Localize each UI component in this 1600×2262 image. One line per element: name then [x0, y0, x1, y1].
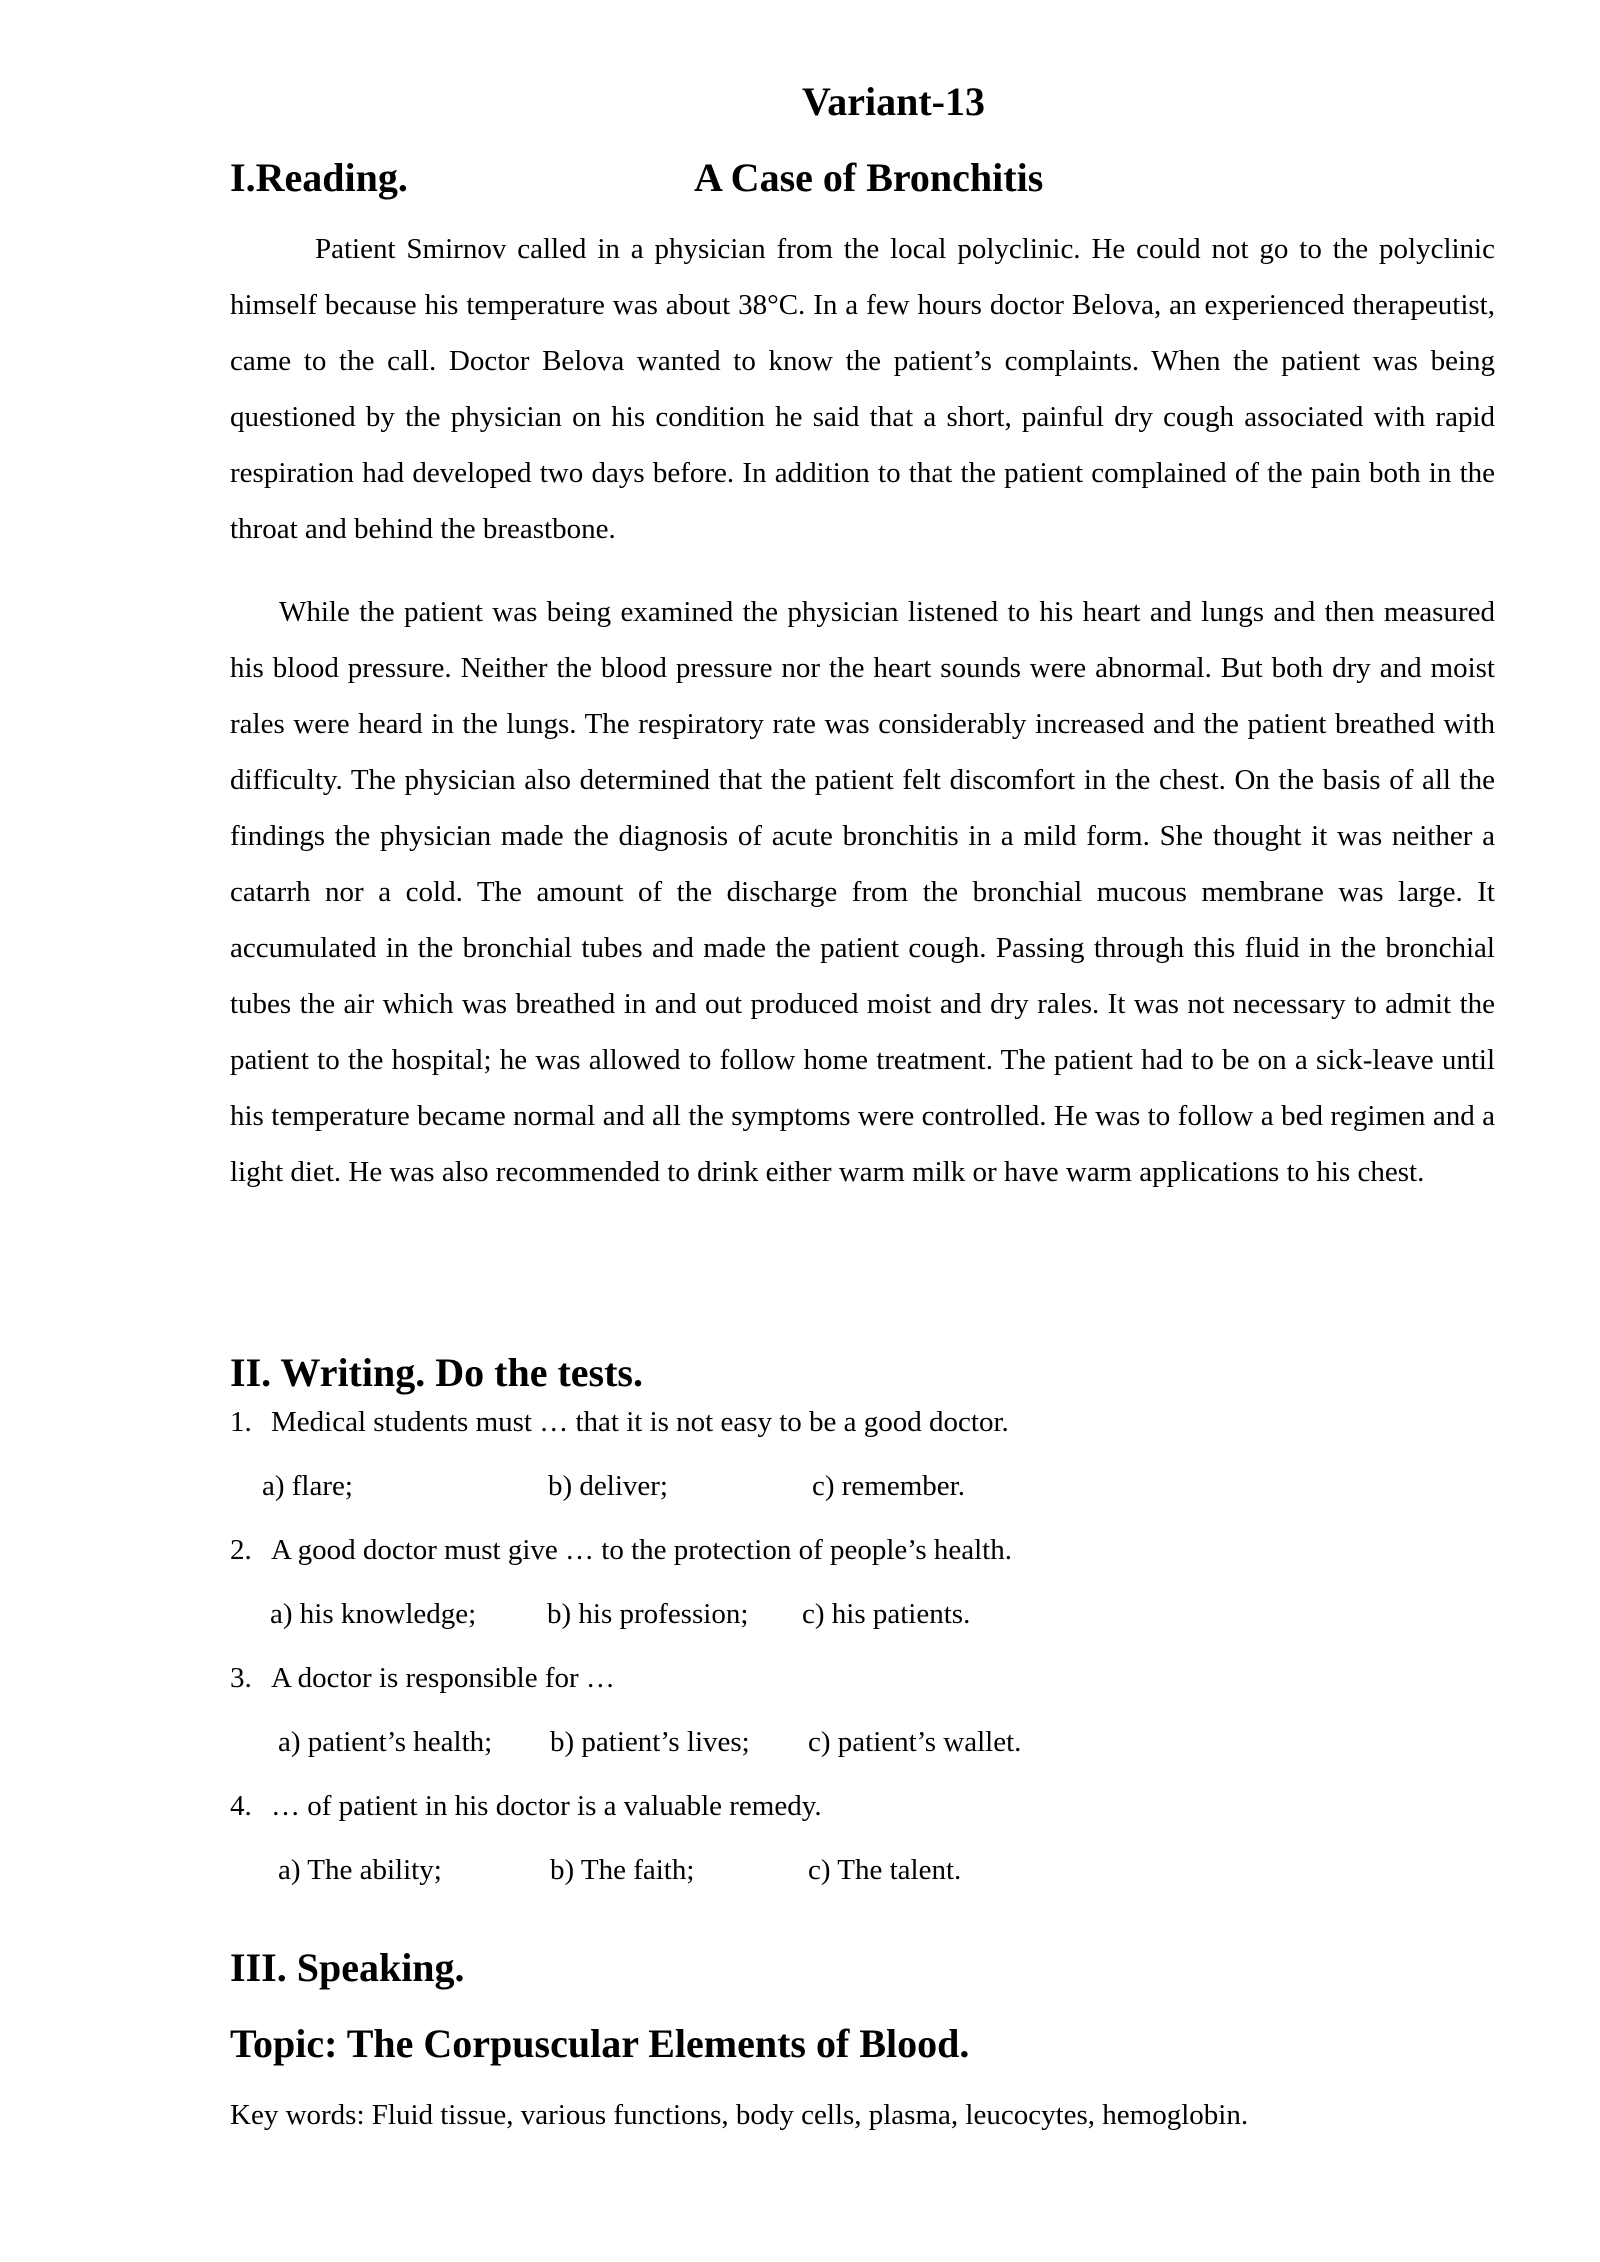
question-number: 2. [230, 1534, 252, 1566]
test-question-1 [230, 1406, 1009, 1439]
speaking-topic: Topic: The Corpuscular Elements of Blood. [230, 2021, 970, 2066]
question-4-option-a: a) The ability; [278, 1854, 442, 1886]
reading-paragraph-2: While the patient was being examined the physician listened to his heart and lungs and then measured his blood pressure. Neither the blood pressure nor the heart sounds were abnormal. But both dry and moist rales were heard in the lungs. The respiratory rate was considerably increased and the patient breathed with difficulty. The physician also determined that the patient felt discomfort in the chest. On the basis of all the findings the physician made the diagnosis of acute bronchitis in a mild form. She thought it was neither a catarrh nor a cold. The amount of the discharge from the bronchial mucous membrane was large. It accumulated in the bronchial tubes and made the patient cough. Passing through this fluid in the bronchial tubes the air which was breathed in and out produced moist and dry rales. It was not necessary to admit the patient to the hospital; he was allowed to follow home treatment. The patient had to be on a sick-leave until his temperature became normal and all the symptoms were controlled. He was to follow a bed regimen and a light diet. He was also recommended to drink either warm milk or have warm applications to his chest. [230, 596, 1495, 1188]
test-question-2 [230, 1534, 1012, 1567]
reading-text-title: A Case of Bronchitis [694, 155, 1044, 200]
question-2-option-b: b) his profession; [547, 1598, 749, 1630]
question-1-option-a: a) flare; [262, 1470, 353, 1502]
reading-paragraph-1: Patient Smirnov called in a physician from the local polyclinic. He could not go to the polyclinic himself because his temperature was about 38°C. In a few hours doctor Belova, an experienced therapeutist, came to the call. Doctor Belova wanted to know the patient’s complaints. When the patient was being questioned by the physician on his condition he said that a short, painful dry cough associated with rapid respiration had developed two days before. In addition to that the patient complained of the pain both in the throat and behind the breastbone. [230, 233, 1495, 545]
question-4-option-c: c) The talent. [808, 1854, 962, 1886]
test-question-3 [230, 1662, 615, 1695]
variant-title [230, 78, 1495, 125]
question-2-option-a: a) his knowledge; [270, 1598, 477, 1630]
question-number: 3. [230, 1662, 252, 1694]
question-2-option-c: c) his patients. [802, 1598, 971, 1630]
test-question-4 [230, 1790, 822, 1823]
reading-section-label: I.Reading. [230, 155, 408, 200]
question-1-option-c: c) remember. [812, 1470, 965, 1502]
variant-title-text: Variant-13 [802, 79, 985, 124]
question-1-option-b: b) deliver; [548, 1470, 668, 1502]
question-text: … of patient in his doctor is a valuable remedy. [271, 1790, 822, 1822]
question-3-option-a: a) patient’s health; [278, 1726, 493, 1758]
writing-section-heading: II. Writing. Do the tests. [230, 1350, 643, 1395]
speaking-section-heading: III. Speaking. [230, 1945, 465, 1990]
question-3-option-c: c) patient’s wallet. [808, 1726, 1022, 1758]
reading-heading-row [230, 154, 1495, 204]
question-text: Medical students must … that it is not easy to be a good doctor. [271, 1406, 1009, 1438]
question-4-option-b: b) The faith; [550, 1854, 695, 1886]
question-number: 4. [230, 1790, 252, 1822]
question-text: A doctor is responsible for … [271, 1662, 615, 1694]
question-number: 1. [230, 1406, 252, 1438]
question-3-option-b: b) patient’s lives; [550, 1726, 750, 1758]
speaking-key-words: Key words: Fluid tissue, various functions, body cells, plasma, leucocytes, hemoglobin. [230, 2099, 1249, 2131]
question-text: A good doctor must give … to the protection of people’s health. [271, 1534, 1012, 1566]
